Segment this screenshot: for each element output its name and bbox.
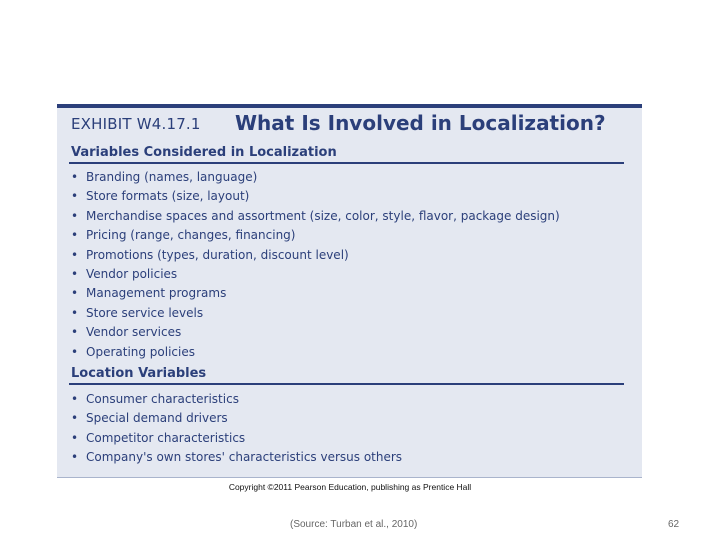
bullet-icon: •	[71, 392, 79, 406]
bullet-icon: •	[71, 325, 79, 340]
section-divider	[69, 383, 624, 385]
exhibit-label: EXHIBIT W4.17.1	[71, 115, 201, 133]
bullet-icon: •	[71, 247, 79, 262]
bullet-icon: •	[71, 411, 79, 426]
exhibit-title: What Is Involved in Localization?	[235, 111, 606, 135]
list-item: • Company's own stores' characteristics versus others	[71, 448, 402, 467]
list-item: • Vendor policies	[71, 265, 560, 284]
page-number: 62	[668, 519, 680, 530]
list-item: • Consumer characteristics	[71, 390, 402, 409]
bullet-icon: •	[71, 450, 79, 465]
section-divider	[69, 162, 624, 164]
list-item: • Special demand drivers	[71, 409, 402, 428]
copyright-note: Copyright ©2011 Pearson Education, publishing as Prentice Hall	[228, 482, 472, 492]
list-item: • Vendor services	[71, 323, 560, 342]
list-item: • Branding (names, language)	[71, 168, 560, 187]
bullet-icon: •	[71, 170, 79, 184]
list-item: • Promotions (types, duration, discount level)	[71, 246, 560, 265]
bullet-icon: •	[71, 344, 79, 359]
bullet-icon: •	[71, 208, 79, 223]
section-heading-variables: Variables Considered in Localization	[71, 145, 337, 160]
bullet-icon: •	[71, 430, 79, 445]
section-heading-location: Location Variables	[71, 366, 207, 381]
list-item: • Operating policies	[71, 343, 560, 362]
bullet-icon: •	[71, 286, 79, 301]
source-citation: (Source: Turban et al., 2010)	[290, 519, 418, 530]
list-item: • Competitor characteristics	[71, 429, 402, 448]
location-list	[71, 390, 402, 468]
list-item: • Store formats (size, layout)	[71, 187, 560, 206]
bullet-icon: •	[71, 266, 79, 281]
bullet-icon: •	[71, 189, 79, 204]
exhibit-box	[57, 104, 642, 478]
variables-list	[71, 168, 560, 362]
list-item: • Merchandise spaces and assortment (size, color, style, flavor, package design)	[71, 207, 560, 226]
list-item: • Pricing (range, changes, financing)	[71, 226, 560, 245]
bullet-icon: •	[71, 228, 79, 243]
list-item: • Management programs	[71, 284, 560, 303]
bullet-icon: •	[71, 305, 79, 320]
list-item: • Store service levels	[71, 304, 560, 323]
